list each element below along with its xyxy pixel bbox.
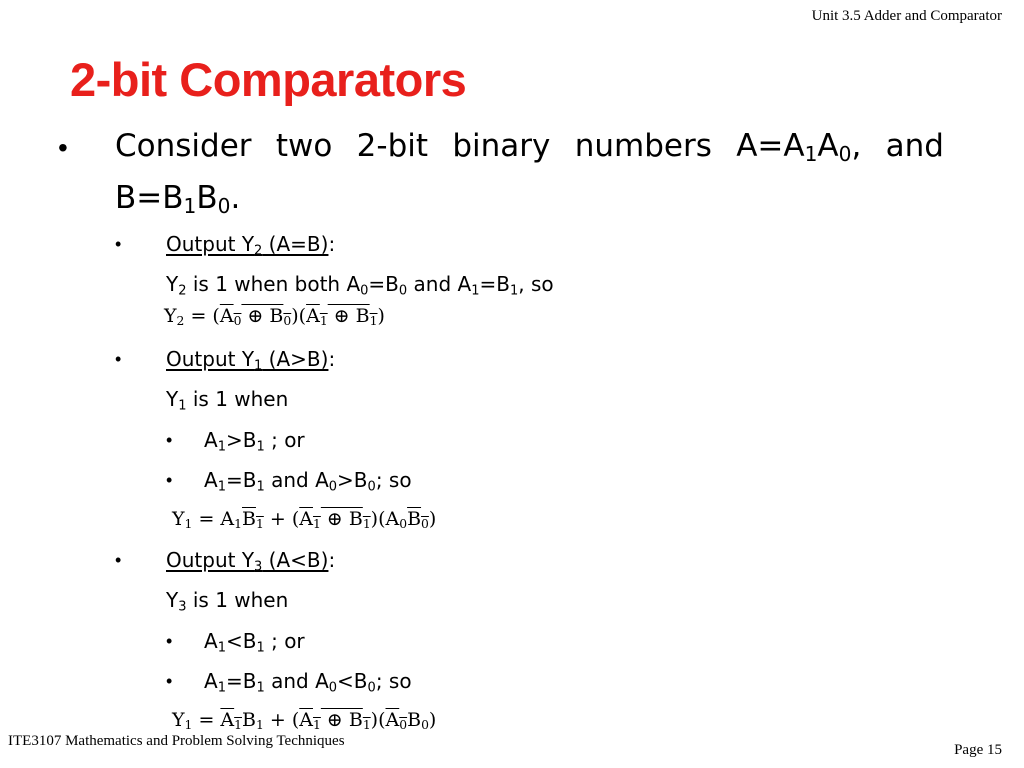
intro-word: 2-bit [356,128,429,164]
equation-y3: $Y_1 = A_1B_1 + (A_1$ ⊕ $B_1)(A_0B_0)$ [172,709,437,733]
intro-line-2: $B=B_1B_0$. [115,180,241,219]
section-heading-y2: Output $Y_2$ (A=B): [166,232,336,259]
bullet-marker: • [58,132,68,163]
bullet-marker: • [115,550,122,570]
y1-item: $A_1=B_1$ and $A_0>B_0$; so [204,468,412,495]
bullet-marker: • [115,349,122,369]
footer-page-number: Page 15 [954,742,1002,758]
slide-title: 2-bit Comparators [70,53,467,106]
footer-course: ITE3107 Mathematics and Problem Solving Techniques [8,733,345,749]
y1-item: $A_1>B_1$ ; or [204,428,305,455]
y1-description: $Y_1$ is 1 when [166,387,289,414]
intro-line-1 [115,128,944,167]
equation-y2: $Y_2 = (A_0$ ⊕ $B_0)(A_1$ ⊕ $B_1$) [164,305,385,329]
y2-description: $Y_2$ is 1 when both $A_0=B_0$ and $A_1=B_1$, so [166,272,554,299]
intro-word: binary [452,128,551,164]
intro-word: numbers [574,128,712,164]
y3-item: $A_1=B_1$ and $A_0<B_0$; so [204,669,412,696]
equation-y1: $Y_1 = A_1B_1 + (A_1$ ⊕ $B_1)(A_0B_0)$ [172,508,437,532]
bullet-marker: • [166,470,173,490]
header-unit-label: Unit 3.5 Adder and Comparator [811,8,1002,24]
bullet-marker: • [166,631,173,651]
intro-word: two [275,128,333,164]
intro-number-a: $A=A_1A_0$, [736,128,862,167]
intro-word: Consider [115,128,252,164]
bullet-marker: • [166,671,173,691]
intro-word: and [885,128,944,164]
section-heading-y1: Output $Y_1$ (A>B): [166,347,336,374]
section-heading-y3: Output $Y_3$ (A<B): [166,548,336,575]
bullet-marker: • [115,234,122,254]
y3-description: $Y_3$ is 1 when [166,588,289,615]
y3-item: $A_1<B_1$ ; or [204,629,305,656]
bullet-marker: • [166,430,173,450]
